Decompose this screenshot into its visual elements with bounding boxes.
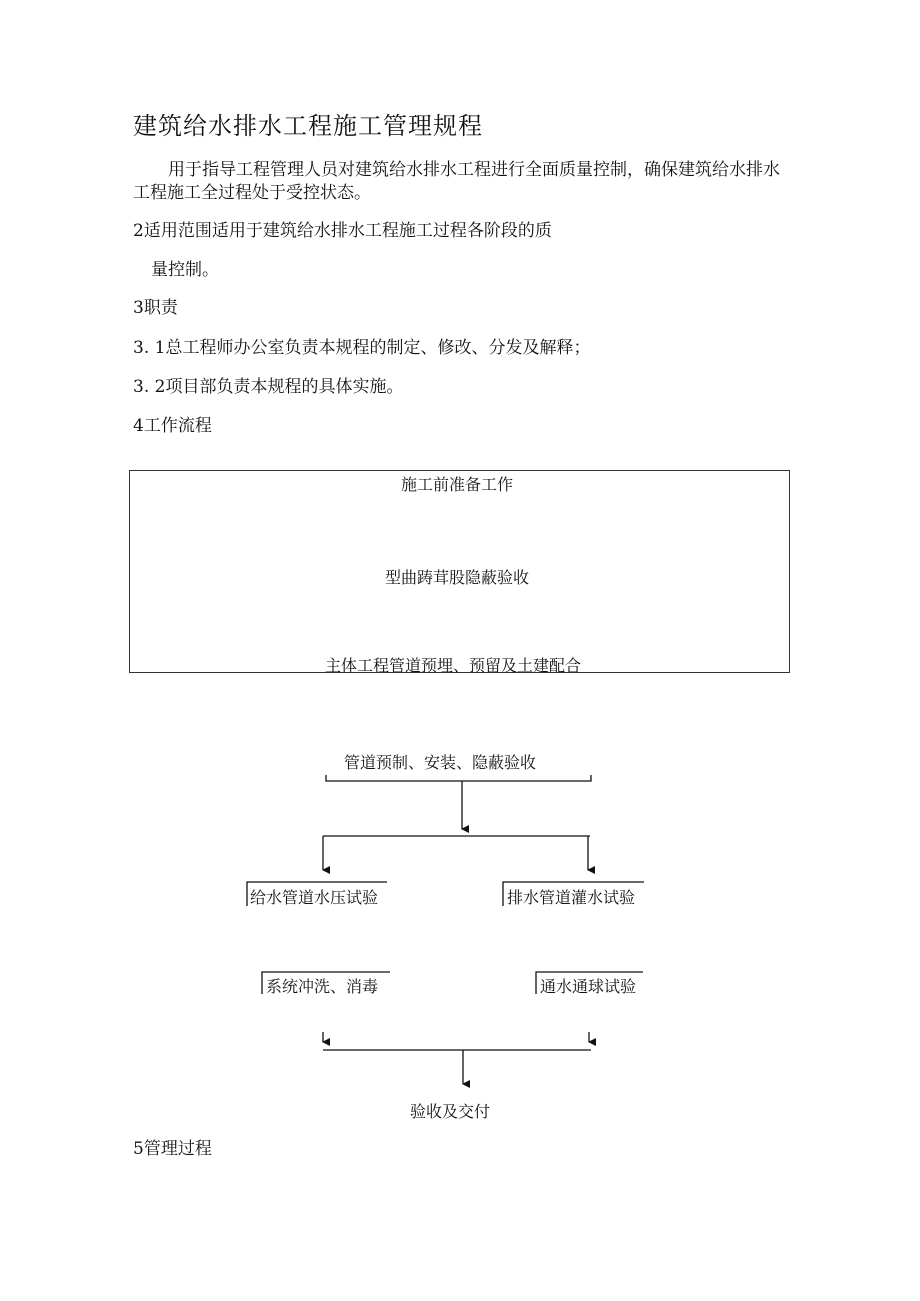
duty-item-2: 3. 2项目部负责本规程的具体实施。 — [133, 377, 404, 397]
process-heading: 5管理过程 — [133, 1139, 212, 1159]
flow-step-acceptance: 验收及交付 — [410, 1102, 491, 1121]
flow-step-drain-fill-test: 排水管道灌水试验 — [507, 888, 636, 907]
flow-heading: 4工作流程 — [133, 416, 212, 436]
flow-step-supply-pressure-test: 给水管道水压试验 — [250, 888, 379, 907]
duty-heading: 3职责 — [133, 298, 178, 318]
flow-step-pipe-install: 管道预制、安装、隐蔽验收 — [344, 753, 537, 772]
scope-heading-line1: 2适用范围适用于建筑给水排水工程施工过程各阶段的质 — [133, 221, 552, 241]
flow-step-flush-disinfect: 系统冲洗、消毒 — [266, 977, 379, 996]
duty-item-1: 3. 1总工程师办公室负责本规程的制定、修改、分发及解释； — [133, 338, 591, 358]
ball-test-box — [536, 972, 643, 994]
purpose-paragraph-line2: 工程施工全过程处于受控状态。 — [133, 183, 371, 203]
drain-test-box — [503, 882, 644, 906]
purpose-paragraph-line1: 用于指导工程管理人员对建筑给水排水工程进行全面质量控制，确保建筑给水排水 — [168, 160, 780, 180]
document-title: 建筑给水排水工程施工管理规程 — [133, 112, 483, 140]
supply-test-box — [247, 882, 387, 906]
flow-step-concealed-accept: 型曲踌茸股隐蔽验收 — [385, 568, 530, 587]
flow-step-embed: 主体工程管道预埋、预留及土建配合 — [325, 656, 582, 675]
flow-step-ball-test: 通水通球试验 — [540, 977, 637, 996]
scope-line2: 量控制。 — [151, 260, 219, 280]
bracket-under-pipe — [326, 775, 591, 781]
flush-box — [262, 972, 390, 994]
flow-step-prep: 施工前准备工作 — [401, 475, 514, 494]
